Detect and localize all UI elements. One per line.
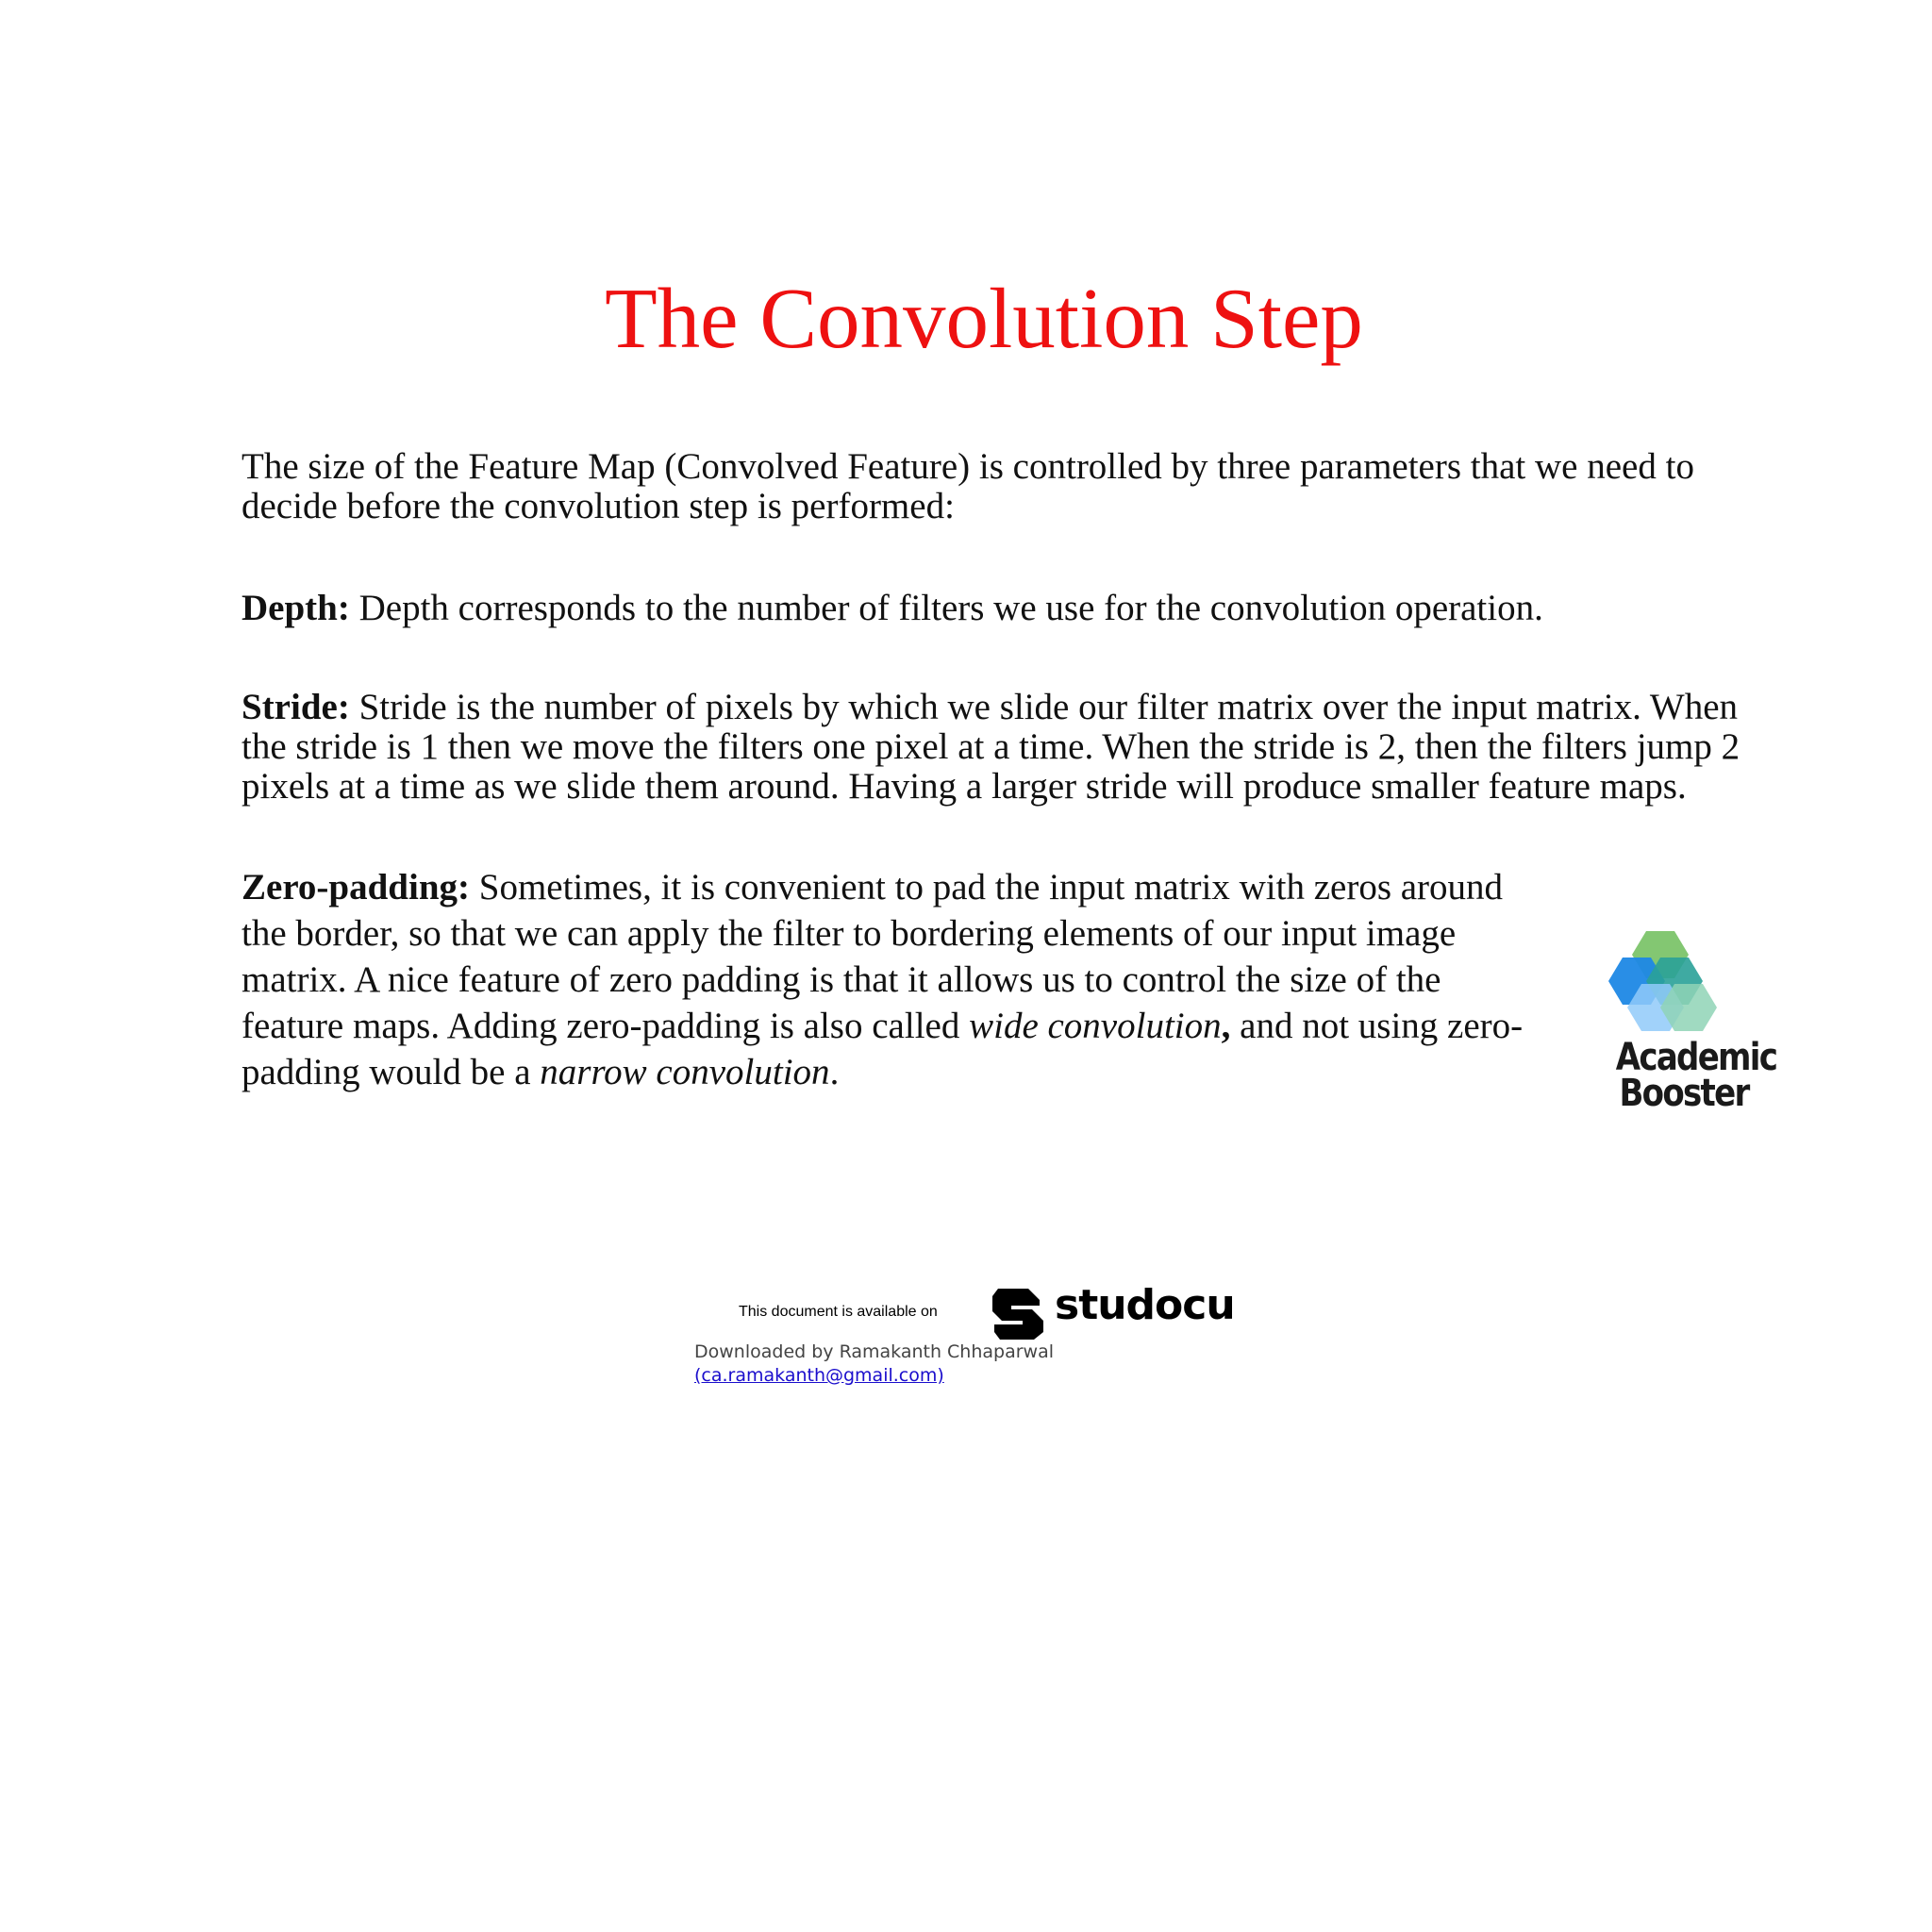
studocu-brand-text: studocu <box>1055 1281 1235 1329</box>
depth-paragraph <box>242 589 1770 628</box>
zero-padding-text-1: Sometimes, it is convenient to pad the input matrix with zeros around the border, so that we can apply the filter to bordering elements of our input image matrix. A nice feature of zero padding is that it allows us to control the size of the feature maps. Adding zero-padding is also called <box>242 867 1504 1046</box>
email-link[interactable]: (ca.ramakanth@gmail.com) <box>694 1365 944 1386</box>
depth-text: Depth corresponds to the number of filters we use for the convolution operation. <box>349 588 1543 628</box>
stride-term: Stride: <box>242 687 350 727</box>
studocu-logo-icon <box>991 1285 1047 1341</box>
stride-text: Stride is the number of pixels by which we slide our filter matrix over the input matrix. When the stride is 1 then we move the filters one pixel at a time. When the stride is 2, then the filters jump 2 pixels at a time as we slide them around. Having a larger stride will produce smaller feature maps. <box>242 687 1740 807</box>
logo-text-academic: Academic <box>1615 1036 1777 1079</box>
zero-padding-comma: , <box>1221 1006 1231 1046</box>
zero-padding-text-2: and not using zero-padding would be a <box>242 1006 1524 1092</box>
zero-padding-term: Zero-padding: <box>242 867 470 908</box>
intro-paragraph: The size of the Feature Map (Convolved Feature) is controlled by three parameters that we need to decide before the convolution step is performed: <box>242 446 1694 526</box>
depth-term: Depth: <box>242 588 350 628</box>
logo-text-booster: Booster <box>1619 1072 1749 1115</box>
downloaded-by-text: Downloaded by Ramakanth Chhaparwal <box>694 1341 1055 1362</box>
academic-booster-logo <box>1604 929 1777 1118</box>
footer-available-text: This document is available on <box>739 1304 938 1320</box>
zero-padding-paragraph <box>242 864 1543 1095</box>
academic-booster-hexagon-icon <box>1604 929 1764 1033</box>
narrow-convolution-emphasis: narrow convolution <box>540 1052 830 1092</box>
zero-padding-end: . <box>829 1052 840 1092</box>
stride-paragraph <box>242 688 1770 807</box>
wide-convolution-emphasis: wide convolution <box>969 1006 1222 1046</box>
page-title: The Convolution Step <box>605 271 1363 366</box>
